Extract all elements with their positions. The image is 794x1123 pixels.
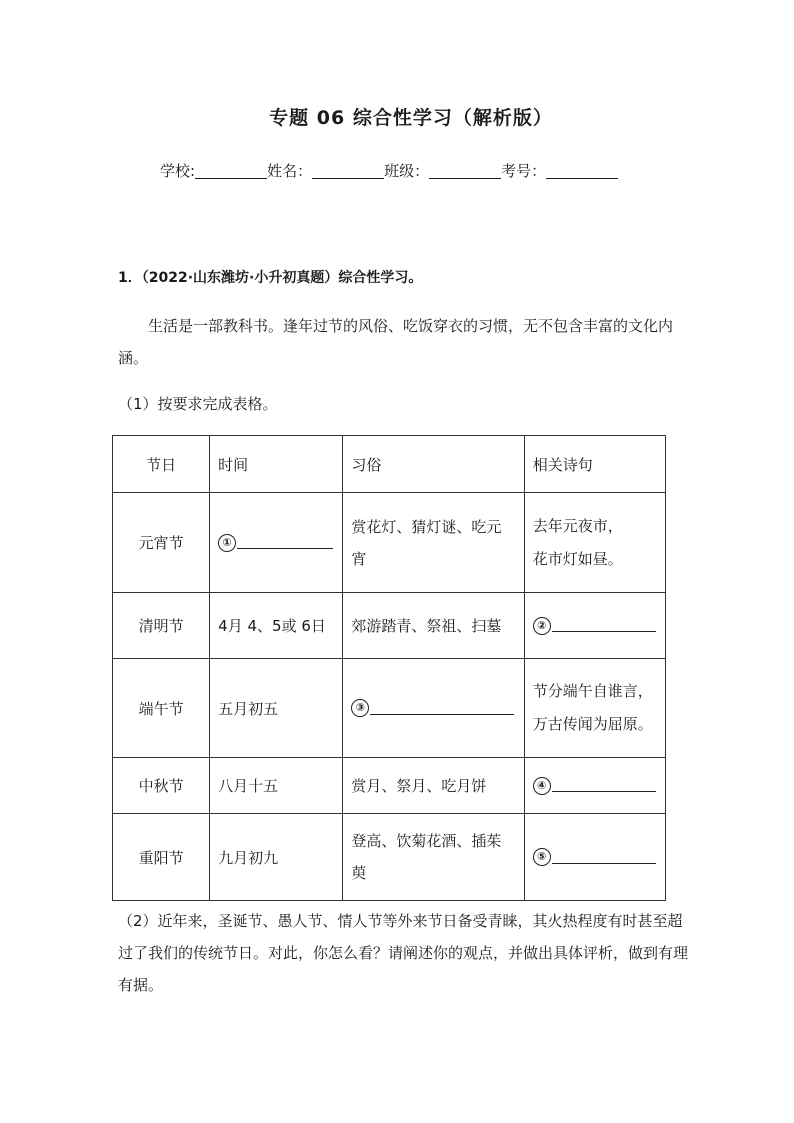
- festival-name: 中秋节: [113, 758, 210, 814]
- time-answer-slot[interactable]: [210, 493, 343, 593]
- festival-name: 端午节: [113, 659, 210, 758]
- name-blank[interactable]: [312, 164, 384, 179]
- custom-answer-slot[interactable]: [343, 659, 524, 758]
- document-title: 专题 06 综合性学习（解析版）: [269, 107, 553, 129]
- answer-blank[interactable]: [237, 534, 333, 549]
- poem-line: 花市灯如昼。: [532, 549, 623, 568]
- table-header-row: [113, 436, 666, 493]
- answer-blank[interactable]: [552, 617, 656, 632]
- blank-number: ②: [533, 617, 551, 635]
- question-intro: 生活是一部教科书。逢年过节的风俗、吃饭穿衣的习惯，无不包含丰富的文化内涵。: [118, 317, 674, 367]
- time-cell: 4月 4、5或 6日: [210, 593, 343, 659]
- festival-name: 重阳节: [113, 814, 210, 901]
- answer-blank[interactable]: [370, 700, 514, 715]
- time-cell: 九月初九: [210, 814, 343, 901]
- table-row: [113, 758, 666, 814]
- poem-answer-slot[interactable]: [524, 593, 665, 659]
- table-row: [113, 659, 666, 758]
- table-row: [113, 493, 666, 593]
- poem-answer-slot[interactable]: [524, 758, 665, 814]
- question-part1: （1）按要求完成表格。: [118, 395, 278, 413]
- festival-name: 元宵节: [113, 493, 210, 593]
- poem-cell: [524, 659, 665, 758]
- table-header: 时间: [210, 436, 343, 493]
- school-blank[interactable]: [195, 164, 267, 179]
- blank-number: ⑤: [533, 848, 551, 866]
- question-part2: （2）近年来，圣诞节、愚人节、情人节等外来节日备受青睐，其火热程度有时甚至超过了我们的传统节日。对此，你怎么看？请阐述你的观点，并做出具体评析，做到有理有据。: [118, 912, 689, 994]
- poem-line: 节分端午自谁言，: [532, 682, 653, 700]
- custom-cell: 赏花灯、猜灯谜、吃元宵: [343, 493, 524, 593]
- festival-table: [112, 435, 666, 901]
- school-label: 学校:: [160, 162, 196, 180]
- blank-number: ④: [533, 777, 551, 795]
- name-label: 姓名：: [267, 162, 313, 180]
- table-row: [113, 593, 666, 659]
- time-cell: 八月十五: [210, 758, 343, 814]
- answer-blank[interactable]: [552, 849, 656, 864]
- table-row: [113, 814, 666, 901]
- custom-cell: 登高、饮菊花酒、插茱萸: [343, 814, 524, 901]
- poem-cell: [524, 493, 665, 593]
- blank-number: ③: [351, 699, 369, 717]
- festival-name: 清明节: [113, 593, 210, 659]
- custom-cell: 郊游踏青、祭祖、扫墓: [343, 593, 524, 659]
- answer-blank[interactable]: [552, 777, 656, 792]
- poem-line: 去年元夜市，: [532, 516, 623, 535]
- poem-answer-slot[interactable]: [524, 814, 665, 901]
- id-label: 考号：: [501, 162, 547, 180]
- table-header: 节日: [113, 436, 210, 493]
- class-blank[interactable]: [429, 164, 501, 179]
- table-header: 相关诗句: [524, 436, 665, 493]
- poem-line: 万古传闻为屈原。: [532, 715, 653, 733]
- blank-number: ①: [218, 534, 236, 552]
- question-heading: 1．（2022·山东潍坊·小升初真题）综合性学习。: [118, 270, 423, 286]
- time-cell: 五月初五: [210, 659, 343, 758]
- class-label: 班级：: [384, 162, 430, 180]
- table-header: 习俗: [343, 436, 524, 493]
- custom-cell: 赏月、祭月、吃月饼: [343, 758, 524, 814]
- id-blank[interactable]: [546, 164, 618, 179]
- student-info-line: [160, 160, 618, 181]
